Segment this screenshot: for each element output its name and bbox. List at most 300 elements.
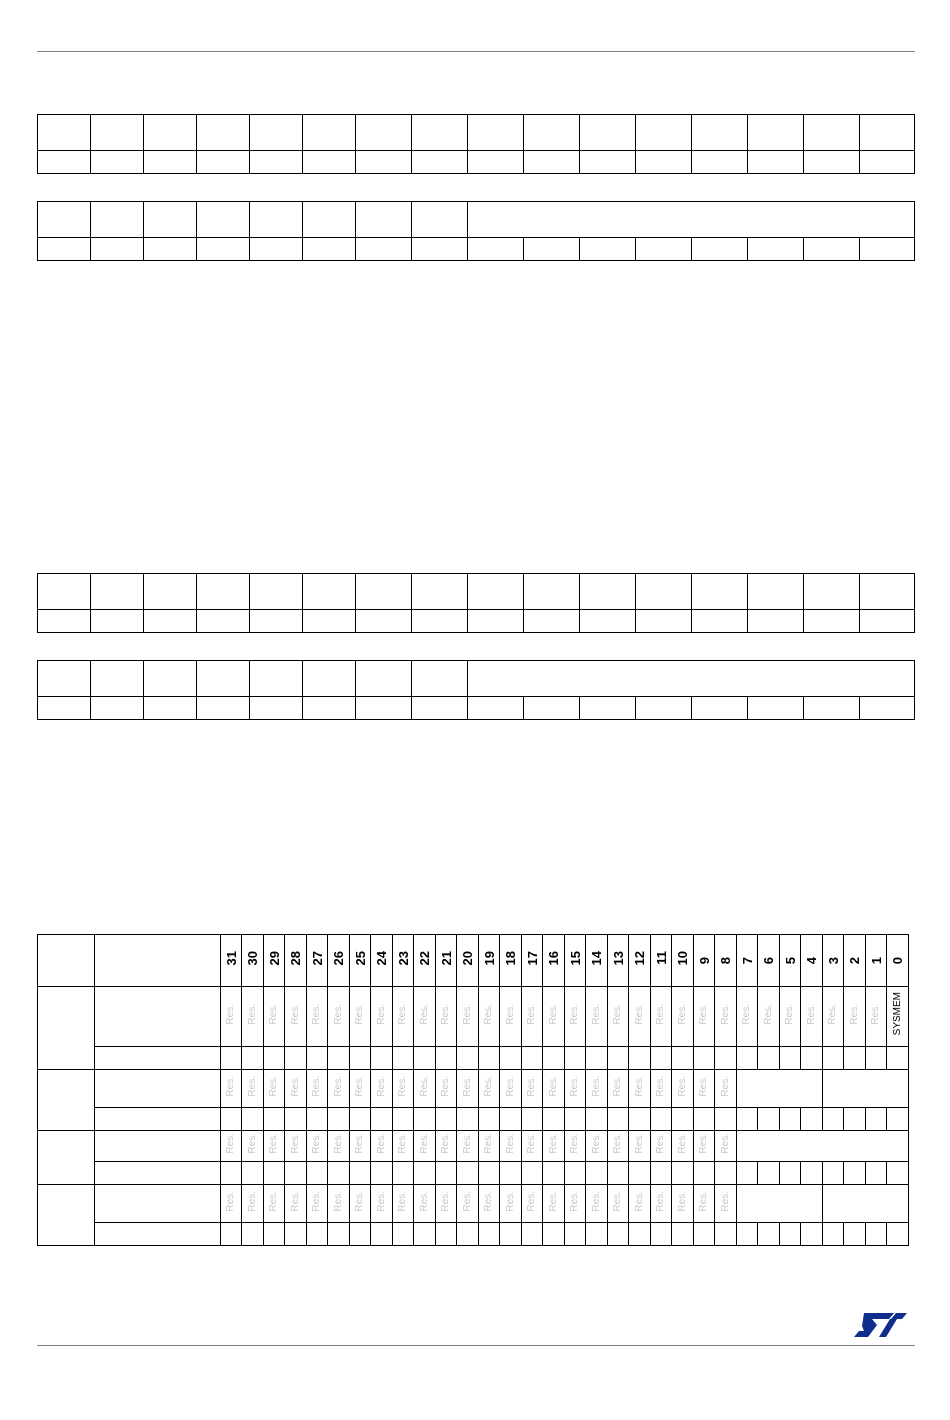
reserved-label: Res. bbox=[246, 1075, 258, 1097]
field-cell bbox=[737, 1185, 823, 1223]
reset-bit-cell bbox=[307, 1108, 328, 1131]
reserved-bit-cell bbox=[844, 987, 866, 1047]
reserved-bit-cell bbox=[221, 987, 242, 1047]
reserved-label: Res. bbox=[698, 1003, 709, 1025]
reserved-label: Res. bbox=[698, 1075, 709, 1097]
reset-bit-cell bbox=[221, 1223, 242, 1246]
bit-number-cell bbox=[758, 935, 780, 987]
bit-number-cell bbox=[414, 935, 436, 987]
reserved-label: Res. bbox=[311, 1133, 322, 1154]
reset-bit-cell bbox=[844, 1047, 866, 1070]
bit-number-cell bbox=[285, 935, 307, 987]
reserved-bit-cell bbox=[565, 1131, 586, 1162]
reserved-label: Res. bbox=[655, 1075, 666, 1097]
bit-number-label: 19 bbox=[481, 950, 497, 966]
bit-number-label: 10 bbox=[675, 950, 690, 966]
reserved-bit-cell bbox=[264, 1185, 285, 1223]
reserved-label: Res. bbox=[289, 1075, 301, 1097]
reserved-label: Res. bbox=[225, 1133, 236, 1154]
reserved-bit-cell bbox=[586, 1131, 608, 1162]
reserved-bit-cell bbox=[242, 1070, 264, 1108]
reserved-label: Res. bbox=[440, 1190, 451, 1212]
reserved-label: Res. bbox=[461, 1133, 473, 1154]
bit-number-label: 26 bbox=[331, 950, 346, 966]
reserved-label: Res. bbox=[590, 1133, 602, 1154]
reserved-bit-cell bbox=[565, 987, 586, 1047]
reserved-bit-cell bbox=[823, 987, 844, 1047]
reserved-bit-cell bbox=[651, 987, 672, 1047]
bit-number-cell bbox=[672, 935, 694, 987]
reset-bit-cell bbox=[758, 1162, 780, 1185]
reserved-bit-cell bbox=[371, 1185, 393, 1223]
reserved-bit-cell bbox=[414, 1131, 436, 1162]
reset-bit-cell bbox=[651, 1108, 672, 1131]
bit-number-label: 21 bbox=[438, 950, 454, 966]
reserved-label: Res. bbox=[719, 1133, 731, 1154]
reset-bit-cell bbox=[522, 1223, 543, 1246]
reserved-label: Res. bbox=[547, 1075, 559, 1097]
reserved-bit-cell bbox=[586, 1070, 608, 1108]
reserved-bit-cell bbox=[414, 1070, 436, 1108]
reserved-label: Res. bbox=[655, 1190, 666, 1212]
reserved-label: Res. bbox=[332, 1190, 344, 1212]
reset-bit-cell bbox=[866, 1162, 887, 1185]
reserved-label: Res. bbox=[504, 1075, 516, 1097]
bit-number-cell bbox=[629, 935, 651, 987]
offset-header-cell bbox=[38, 935, 95, 987]
reserved-label: Res. bbox=[870, 1003, 881, 1025]
bit-number-cell bbox=[479, 935, 500, 987]
reserved-label: Res. bbox=[590, 1075, 602, 1097]
bit-number-label: 13 bbox=[610, 950, 626, 966]
reserved-bit-cell bbox=[715, 987, 737, 1047]
reset-bit-cell bbox=[393, 1162, 414, 1185]
reset-bit-cell bbox=[242, 1108, 264, 1131]
bit-number-label: 25 bbox=[352, 950, 368, 966]
reset-bit-cell bbox=[780, 1162, 801, 1185]
reserved-bit-cell bbox=[694, 1185, 715, 1223]
reserved-label: Res. bbox=[504, 1003, 516, 1025]
reset-bit-cell bbox=[737, 1162, 758, 1185]
reset-bit-cell bbox=[221, 1108, 242, 1131]
bit-number-cell bbox=[522, 935, 543, 987]
reset-bit-cell bbox=[887, 1162, 909, 1185]
register-row-4-reset bbox=[38, 1223, 909, 1246]
reserved-label: Res. bbox=[719, 1190, 731, 1212]
reserved-bit-cell bbox=[629, 1185, 651, 1223]
reserved-label: Res. bbox=[612, 1190, 623, 1212]
reserved-bit-cell bbox=[307, 1131, 328, 1162]
reset-bit-cell bbox=[565, 1223, 586, 1246]
reserved-label: Res. bbox=[655, 1133, 666, 1154]
reserved-label: Res. bbox=[547, 1003, 559, 1025]
reserved-label: Res. bbox=[569, 1075, 580, 1097]
reset-bit-cell bbox=[414, 1108, 436, 1131]
bit-number-cell bbox=[887, 935, 909, 987]
field-label: SYSMEM bbox=[891, 992, 903, 1036]
reserved-label: Res. bbox=[612, 1003, 623, 1025]
reserved-bit-cell bbox=[350, 1070, 371, 1108]
reset-bit-cell bbox=[371, 1047, 393, 1070]
bit-number-cell bbox=[780, 935, 801, 987]
reset-bit-cell bbox=[285, 1223, 307, 1246]
reset-bit-cell bbox=[758, 1223, 780, 1246]
reset-bit-cell bbox=[307, 1223, 328, 1246]
bit-number-label: 20 bbox=[460, 950, 475, 966]
reset-bit-cell bbox=[694, 1108, 715, 1131]
reserved-bit-cell bbox=[737, 987, 758, 1047]
reset-bit-cell bbox=[242, 1162, 264, 1185]
reset-bit-cell bbox=[500, 1047, 522, 1070]
reserved-bit-cell bbox=[242, 1131, 264, 1162]
reserved-label: Res. bbox=[612, 1133, 623, 1154]
footer-rule bbox=[37, 1345, 915, 1346]
reset-bit-cell bbox=[629, 1162, 651, 1185]
reset-bit-cell bbox=[328, 1108, 350, 1131]
reset-bit-cell bbox=[651, 1047, 672, 1070]
reset-bit-cell bbox=[522, 1108, 543, 1131]
reserved-bit-cell bbox=[414, 987, 436, 1047]
register-header-cell bbox=[95, 935, 221, 987]
reserved-label: Res. bbox=[612, 1075, 623, 1097]
reserved-bit-cell bbox=[565, 1070, 586, 1108]
reserved-label: Res. bbox=[805, 1003, 817, 1025]
register-diagram-1-upper bbox=[37, 114, 915, 174]
reset-bit-cell bbox=[479, 1047, 500, 1070]
bit-number-cell bbox=[543, 935, 565, 987]
reserved-bit-cell bbox=[242, 987, 264, 1047]
reset-bit-cell bbox=[629, 1108, 651, 1131]
reset-bit-cell bbox=[522, 1162, 543, 1185]
reset-bit-cell bbox=[371, 1108, 393, 1131]
register-diagram-2-lower bbox=[37, 660, 915, 720]
reserved-label: Res. bbox=[719, 1003, 731, 1025]
reserved-bit-cell bbox=[328, 987, 350, 1047]
bit-number-label: 4 bbox=[804, 957, 819, 965]
reserved-bit-cell bbox=[285, 987, 307, 1047]
reserved-bit-cell bbox=[780, 987, 801, 1047]
reserved-label: Res. bbox=[461, 1003, 473, 1025]
register-map-table bbox=[37, 934, 909, 1246]
reserved-label: Res. bbox=[354, 1190, 365, 1212]
bit-number-label: 9 bbox=[696, 957, 712, 965]
reset-bit-cell bbox=[264, 1223, 285, 1246]
reset-bit-cell bbox=[264, 1047, 285, 1070]
reserved-label: Res. bbox=[332, 1003, 344, 1025]
reset-bit-cell bbox=[780, 1047, 801, 1070]
reserved-bit-cell bbox=[543, 1185, 565, 1223]
bit-number-cell bbox=[221, 935, 242, 987]
reserved-label: Res. bbox=[590, 1190, 602, 1212]
reserved-label: Res. bbox=[504, 1190, 516, 1212]
reserved-label: Res. bbox=[526, 1075, 537, 1097]
bit-number-label: 29 bbox=[266, 950, 282, 966]
reset-bit-cell bbox=[801, 1108, 823, 1131]
bit-number-label: 22 bbox=[417, 950, 432, 966]
bit-number-cell bbox=[565, 935, 586, 987]
field-cell bbox=[737, 1131, 909, 1162]
bit-number-cell bbox=[866, 935, 887, 987]
reserved-bit-cell bbox=[221, 1185, 242, 1223]
reserved-bit-cell bbox=[457, 1185, 479, 1223]
reset-bit-cell bbox=[393, 1047, 414, 1070]
reset-bit-cell bbox=[715, 1162, 737, 1185]
reserved-label: Res. bbox=[569, 1190, 580, 1212]
reserved-label: Res. bbox=[676, 1133, 688, 1154]
reserved-bit-cell bbox=[436, 1131, 457, 1162]
register-row-1-fields bbox=[38, 987, 909, 1047]
reserved-bit-cell bbox=[629, 1070, 651, 1108]
reserved-label: Res. bbox=[848, 1003, 860, 1025]
reserved-label: Res. bbox=[311, 1003, 322, 1025]
reset-bit-cell bbox=[608, 1223, 629, 1246]
reset-bit-cell bbox=[780, 1108, 801, 1131]
reserved-bit-cell bbox=[350, 1185, 371, 1223]
reserved-bit-cell bbox=[651, 1185, 672, 1223]
field-cell bbox=[737, 1070, 823, 1108]
reset-bit-cell bbox=[350, 1047, 371, 1070]
reserved-bit-cell bbox=[629, 987, 651, 1047]
reserved-bit-cell bbox=[565, 1185, 586, 1223]
reserved-bit-cell bbox=[285, 1185, 307, 1223]
reserved-bit-cell bbox=[522, 1131, 543, 1162]
reserved-label: Res. bbox=[547, 1190, 559, 1212]
reserved-bit-cell bbox=[414, 1185, 436, 1223]
reset-bit-cell bbox=[500, 1108, 522, 1131]
reset-bit-cell bbox=[328, 1162, 350, 1185]
reserved-label: Res. bbox=[225, 1190, 236, 1212]
reserved-bit-cell bbox=[672, 987, 694, 1047]
bit-number-label: 11 bbox=[653, 951, 669, 965]
register-row-1-reset bbox=[38, 1047, 909, 1070]
reserved-bit-cell bbox=[522, 1185, 543, 1223]
offset-cell bbox=[38, 1185, 95, 1246]
reserved-bit-cell bbox=[393, 1185, 414, 1223]
reserved-label: Res. bbox=[397, 1133, 408, 1154]
register-name-cell bbox=[95, 1185, 221, 1223]
reserved-bit-cell bbox=[436, 1070, 457, 1108]
reset-bit-cell bbox=[543, 1108, 565, 1131]
bit-number-label: 17 bbox=[524, 950, 540, 966]
bit-number-label: 30 bbox=[245, 950, 260, 966]
reset-bit-cell bbox=[844, 1162, 866, 1185]
reserved-bit-cell bbox=[221, 1131, 242, 1162]
reserved-label: Res. bbox=[483, 1075, 494, 1097]
reset-bit-cell bbox=[608, 1108, 629, 1131]
offset-cell bbox=[38, 987, 95, 1070]
reset-bit-cell bbox=[823, 1047, 844, 1070]
reserved-bit-cell bbox=[393, 1131, 414, 1162]
reserved-bit-cell bbox=[608, 1131, 629, 1162]
register-row-2-fields bbox=[38, 1070, 909, 1108]
reset-bit-cell bbox=[350, 1223, 371, 1246]
reserved-label: Res. bbox=[676, 1075, 688, 1097]
reset-bit-cell bbox=[522, 1047, 543, 1070]
bit-number-cell bbox=[307, 935, 328, 987]
offset-cell bbox=[38, 1131, 95, 1185]
register-name-cell bbox=[95, 1070, 221, 1108]
reset-bit-cell bbox=[436, 1223, 457, 1246]
reset-bit-cell bbox=[629, 1223, 651, 1246]
reserved-bit-cell bbox=[629, 1131, 651, 1162]
reserved-bit-cell bbox=[586, 987, 608, 1047]
reserved-label: Res. bbox=[268, 1133, 279, 1154]
reserved-label: Res. bbox=[483, 1003, 494, 1025]
reserved-label: Res. bbox=[547, 1133, 559, 1154]
reserved-label: Res. bbox=[633, 1075, 645, 1097]
reserved-bit-cell bbox=[586, 1185, 608, 1223]
reserved-label: Res. bbox=[827, 1003, 838, 1025]
reserved-bit-cell bbox=[328, 1070, 350, 1108]
bit-number-cell bbox=[371, 935, 393, 987]
reserved-label: Res. bbox=[440, 1075, 451, 1097]
reserved-label: Res. bbox=[354, 1075, 365, 1097]
reset-bit-cell bbox=[758, 1108, 780, 1131]
bit-number-label: 0 bbox=[890, 957, 905, 965]
reset-bit-cell bbox=[586, 1047, 608, 1070]
reserved-label: Res. bbox=[268, 1190, 279, 1212]
reserved-bit-cell bbox=[264, 987, 285, 1047]
reserved-label: Res. bbox=[676, 1190, 688, 1212]
reserved-label: Res. bbox=[418, 1075, 430, 1097]
reserved-bit-cell bbox=[264, 1070, 285, 1108]
bit-number-label: 14 bbox=[589, 950, 604, 966]
reserved-bit-cell bbox=[672, 1185, 694, 1223]
reserved-label: Res. bbox=[375, 1190, 387, 1212]
bit-number-cell bbox=[328, 935, 350, 987]
reserved-bit-cell bbox=[350, 987, 371, 1047]
reset-bit-cell bbox=[350, 1108, 371, 1131]
reserved-bit-cell bbox=[522, 987, 543, 1047]
bit-number-label: 24 bbox=[374, 950, 389, 966]
reset-bit-cell bbox=[866, 1047, 887, 1070]
reset-bit-cell bbox=[371, 1223, 393, 1246]
bit-number-cell bbox=[586, 935, 608, 987]
reserved-label: Res. bbox=[332, 1133, 344, 1154]
reserved-bit-cell bbox=[457, 1131, 479, 1162]
register-diagram-2-upper bbox=[37, 573, 915, 633]
reset-bit-cell bbox=[694, 1223, 715, 1246]
st-logo-icon bbox=[852, 1311, 908, 1339]
reset-bit-cell bbox=[737, 1108, 758, 1131]
reserved-label: Res. bbox=[655, 1003, 666, 1025]
bit-number-label: 18 bbox=[503, 950, 518, 966]
reset-bit-cell bbox=[479, 1223, 500, 1246]
reserved-bit-cell bbox=[393, 987, 414, 1047]
reset-bit-cell bbox=[629, 1047, 651, 1070]
reset-bit-cell bbox=[651, 1223, 672, 1246]
register-row-4-fields bbox=[38, 1185, 909, 1223]
reset-bit-cell bbox=[500, 1162, 522, 1185]
reserved-bit-cell bbox=[608, 987, 629, 1047]
reset-bit-cell bbox=[264, 1162, 285, 1185]
reset-bit-cell bbox=[801, 1162, 823, 1185]
reserved-bit-cell bbox=[715, 1185, 737, 1223]
reset-label-cell bbox=[95, 1047, 221, 1070]
reserved-bit-cell bbox=[457, 1070, 479, 1108]
bit-number-cell bbox=[801, 935, 823, 987]
reset-bit-cell bbox=[221, 1162, 242, 1185]
bit-number-label: 31 bbox=[223, 950, 239, 966]
bit-number-label: 27 bbox=[309, 950, 325, 966]
reserved-bit-cell bbox=[221, 1070, 242, 1108]
reserved-label: Res. bbox=[354, 1133, 365, 1154]
reset-bit-cell bbox=[565, 1162, 586, 1185]
reset-bit-cell bbox=[586, 1108, 608, 1131]
reserved-bit-cell bbox=[651, 1131, 672, 1162]
bit-number-cell bbox=[737, 935, 758, 987]
reserved-label: Res. bbox=[418, 1003, 430, 1025]
reserved-bit-cell bbox=[479, 1070, 500, 1108]
reserved-label: Res. bbox=[526, 1190, 537, 1212]
bit-number-label: 6 bbox=[761, 957, 776, 965]
sysmem-bit-cell bbox=[887, 987, 909, 1047]
reserved-bit-cell bbox=[866, 987, 887, 1047]
bit-number-label: 1 bbox=[868, 957, 884, 965]
bit-number-label: 16 bbox=[546, 950, 561, 966]
reset-bit-cell bbox=[694, 1162, 715, 1185]
reserved-bit-cell bbox=[264, 1131, 285, 1162]
reset-bit-cell bbox=[500, 1223, 522, 1246]
bit-number-header-row bbox=[38, 935, 909, 987]
reserved-bit-cell bbox=[672, 1131, 694, 1162]
reset-bit-cell bbox=[844, 1223, 866, 1246]
reset-bit-cell bbox=[328, 1223, 350, 1246]
reserved-label: Res. bbox=[354, 1003, 365, 1025]
reserved-label: Res. bbox=[504, 1133, 516, 1154]
bit-number-cell bbox=[264, 935, 285, 987]
reserved-bit-cell bbox=[715, 1070, 737, 1108]
reserved-label: Res. bbox=[225, 1075, 236, 1097]
reset-bit-cell bbox=[715, 1223, 737, 1246]
reset-bit-cell bbox=[457, 1108, 479, 1131]
reserved-bit-cell bbox=[371, 987, 393, 1047]
reset-bit-cell bbox=[866, 1108, 887, 1131]
reset-bit-cell bbox=[414, 1162, 436, 1185]
reserved-label: Res. bbox=[289, 1190, 301, 1212]
reserved-bit-cell bbox=[479, 987, 500, 1047]
reset-bit-cell bbox=[371, 1162, 393, 1185]
reset-bit-cell bbox=[823, 1108, 844, 1131]
reserved-bit-cell bbox=[479, 1131, 500, 1162]
offset-cell bbox=[38, 1070, 95, 1131]
reset-bit-cell bbox=[887, 1223, 909, 1246]
reserved-label: Res. bbox=[633, 1133, 645, 1154]
reset-bit-cell bbox=[801, 1047, 823, 1070]
reserved-label: Res. bbox=[246, 1190, 258, 1212]
reserved-bit-cell bbox=[457, 987, 479, 1047]
reset-bit-cell bbox=[694, 1047, 715, 1070]
reserved-label: Res. bbox=[397, 1003, 408, 1025]
bit-number-cell bbox=[457, 935, 479, 987]
reset-bit-cell bbox=[715, 1047, 737, 1070]
reset-bit-cell bbox=[393, 1223, 414, 1246]
reserved-bit-cell bbox=[307, 1070, 328, 1108]
reserved-bit-cell bbox=[328, 1131, 350, 1162]
reserved-label: Res. bbox=[311, 1190, 322, 1212]
reserved-bit-cell bbox=[694, 987, 715, 1047]
reset-bit-cell bbox=[608, 1047, 629, 1070]
reset-bit-cell bbox=[586, 1162, 608, 1185]
reserved-label: Res. bbox=[246, 1133, 258, 1154]
reserved-bit-cell bbox=[307, 987, 328, 1047]
reserved-label: Res. bbox=[483, 1133, 494, 1154]
reserved-bit-cell bbox=[543, 1070, 565, 1108]
reset-bit-cell bbox=[264, 1108, 285, 1131]
reset-bit-cell bbox=[543, 1047, 565, 1070]
reserved-label: Res. bbox=[268, 1003, 279, 1025]
reserved-label: Res. bbox=[590, 1003, 602, 1025]
